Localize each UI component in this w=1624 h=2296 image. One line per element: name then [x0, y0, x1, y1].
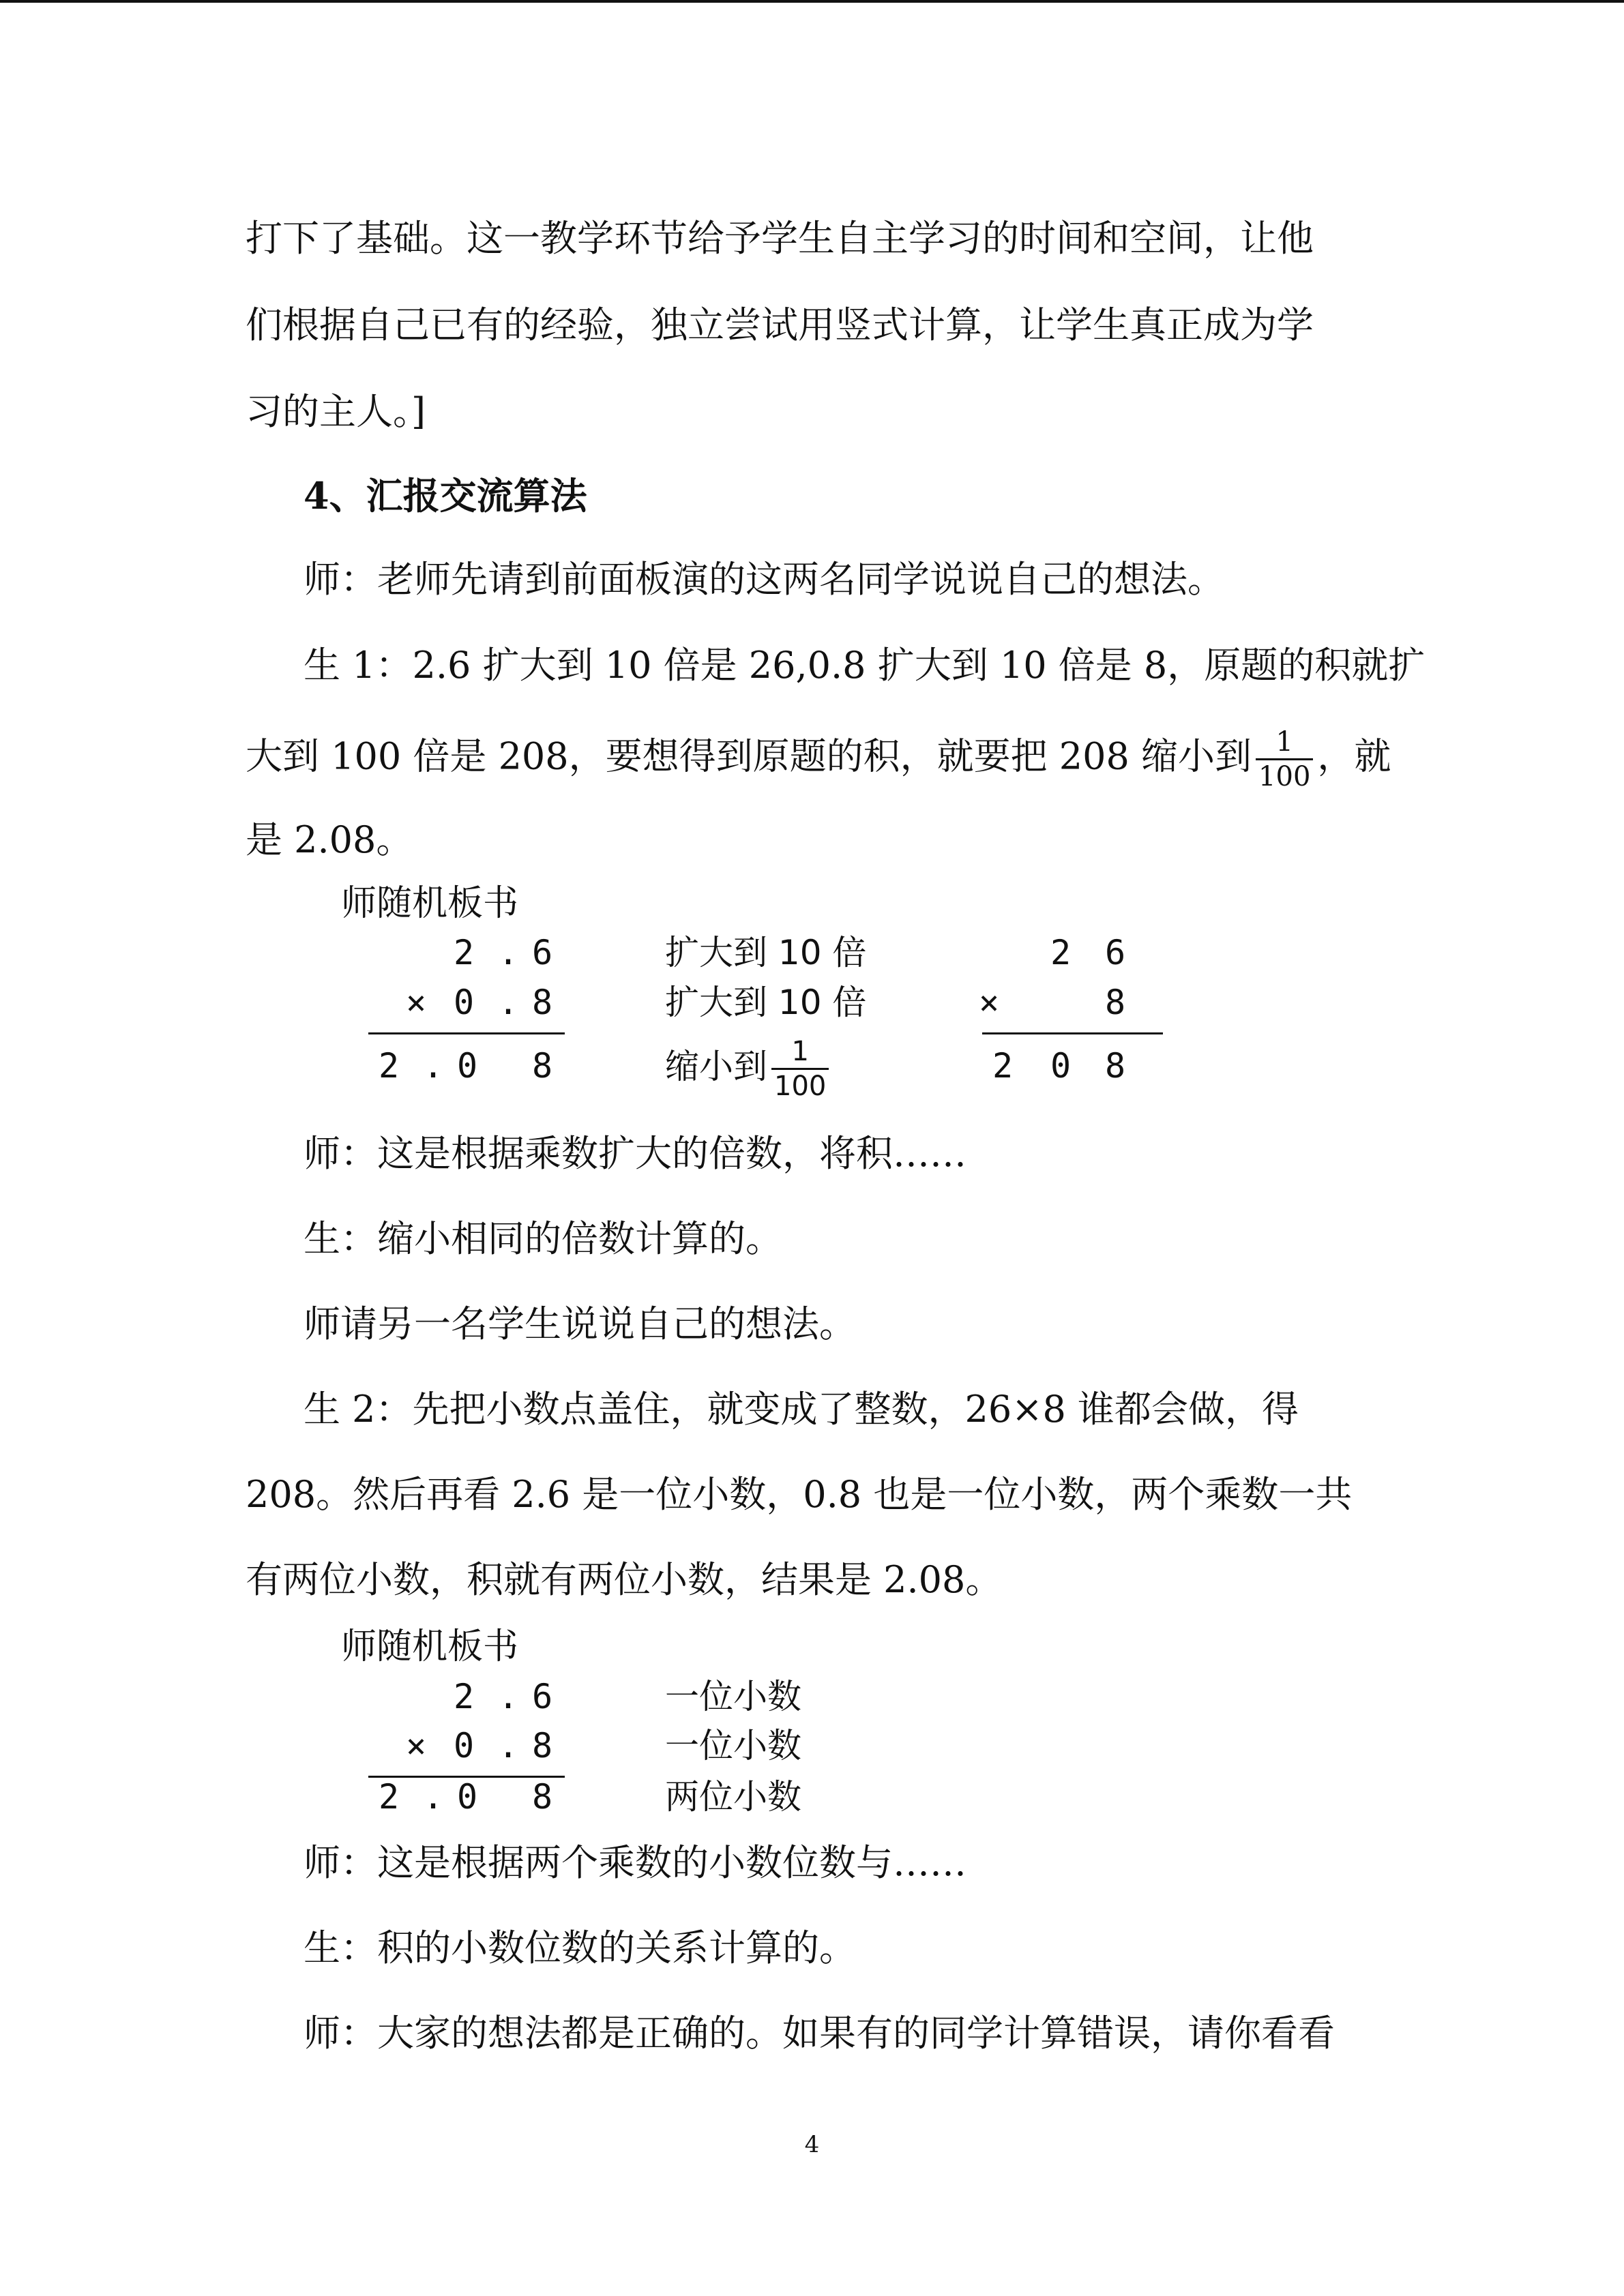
paragraph-line: 们根据自己已有的经验，独立尝试用竖式计算，让学生真正成为学 — [246, 303, 1314, 346]
fraction-numerator: 1 — [771, 1035, 829, 1070]
text-span: 缩小到 — [665, 1047, 767, 1086]
board-digit: 0 — [456, 1046, 478, 1086]
board-rule — [982, 1032, 1163, 1034]
board-digit: 8 — [531, 983, 553, 1022]
dialogue-student-1-cont — [246, 726, 1391, 793]
board-digit: . — [497, 933, 519, 972]
board-note — [665, 1035, 833, 1103]
board-digit: . — [497, 1726, 519, 1765]
fraction-denominator: 100 — [774, 1071, 827, 1102]
dialogue-student-1: 生 1：2.6 扩大到 10 倍是 26,0.8 扩大到 10 倍是 8，原题的积就扩 — [304, 644, 1426, 687]
fraction-denominator: 100 — [1258, 761, 1311, 792]
dialogue-student: 生：缩小相同的倍数计算的。 — [304, 1217, 782, 1260]
board-note: 两位小数 — [665, 1777, 801, 1817]
board-title: 师随机板书 — [341, 1626, 519, 1667]
board-digit: 0 — [456, 1777, 478, 1817]
board-times-sign: × — [405, 983, 427, 1022]
page-number: 4 — [804, 2131, 820, 2158]
board-digit: 2 — [453, 933, 475, 972]
board-note: 一位小数 — [665, 1726, 801, 1765]
board-digit: . — [422, 1777, 444, 1817]
dialogue-teacher: 师请另一名学生说说自己的想法。 — [304, 1302, 856, 1345]
board-digit: 8 — [531, 1777, 553, 1817]
board-digit: 2 — [453, 1677, 475, 1716]
board-digit: 8 — [531, 1726, 553, 1765]
dialogue-student: 生：积的小数位数的关系计算的。 — [304, 1926, 856, 1969]
board-digit: 2 — [378, 1777, 400, 1817]
board-digit: . — [422, 1046, 444, 1086]
board-note: 一位小数 — [665, 1677, 801, 1716]
board-digit: . — [497, 983, 519, 1022]
paragraph-line: 习的主人。] — [246, 390, 426, 433]
board-digit: 2 — [992, 1046, 1014, 1086]
dialogue-student-2-cont: 208。然后再看 2.6 是一位小数，0.8 也是一位小数，两个乘数一共 — [246, 1473, 1353, 1516]
board-digit: 6 — [531, 1677, 553, 1716]
board-digit: 6 — [1104, 933, 1126, 972]
board-digit: . — [497, 1677, 519, 1716]
board-note: 扩大到 10 倍 — [665, 933, 867, 972]
fraction-numerator: 1 — [1256, 726, 1313, 760]
board-digit: 2 — [378, 1046, 400, 1086]
dialogue-student-1-end: 是 2.08。 — [246, 818, 413, 861]
board-digit: 0 — [453, 1726, 475, 1765]
fraction-one-hundredth — [1256, 726, 1313, 793]
text-span: 大到 100 倍是 208，要想得到原题的积，就要把 208 缩小到 — [246, 734, 1252, 778]
page-top-border — [0, 0, 1624, 3]
board-digit: 2 — [1050, 933, 1072, 972]
dialogue-student-2: 生 2：先把小数点盖住，就变成了整数，26×8 谁都会做，得 — [304, 1388, 1299, 1431]
board-note: 扩大到 10 倍 — [665, 983, 867, 1022]
board-digit: 0 — [1050, 1046, 1072, 1086]
text-span: ，就 — [1317, 734, 1391, 778]
board-title: 师随机板书 — [341, 883, 519, 924]
dialogue-teacher: 师：这是根据两个乘数的小数位数与…… — [304, 1841, 966, 1884]
board-times-sign: × — [978, 983, 1000, 1022]
board-digit: 0 — [453, 983, 475, 1022]
dialogue-teacher: 师：老师先请到前面板演的这两名同学说说自己的想法。 — [304, 558, 1224, 601]
fraction-one-hundredth — [771, 1035, 829, 1103]
board-digit: 8 — [1104, 983, 1126, 1022]
board-digit: 6 — [531, 933, 553, 972]
dialogue-student-2-end: 有两位小数，积就有两位小数，结果是 2.08。 — [246, 1558, 1003, 1601]
board-digit: 8 — [531, 1046, 553, 1086]
section-heading: 4、汇报交流算法 — [304, 474, 587, 518]
dialogue-teacher: 师：这是根据乘数扩大的倍数，将积…… — [304, 1132, 966, 1175]
board-rule — [368, 1032, 565, 1034]
dialogue-teacher: 师：大家的想法都是正确的。如果有的同学计算错误，请你看看 — [304, 2012, 1335, 2055]
board-times-sign: × — [405, 1726, 427, 1765]
paragraph-line: 打下了基础。这一教学环节给予学生自主学习的时间和空间，让他 — [246, 217, 1314, 260]
board-digit: 8 — [1104, 1046, 1126, 1086]
